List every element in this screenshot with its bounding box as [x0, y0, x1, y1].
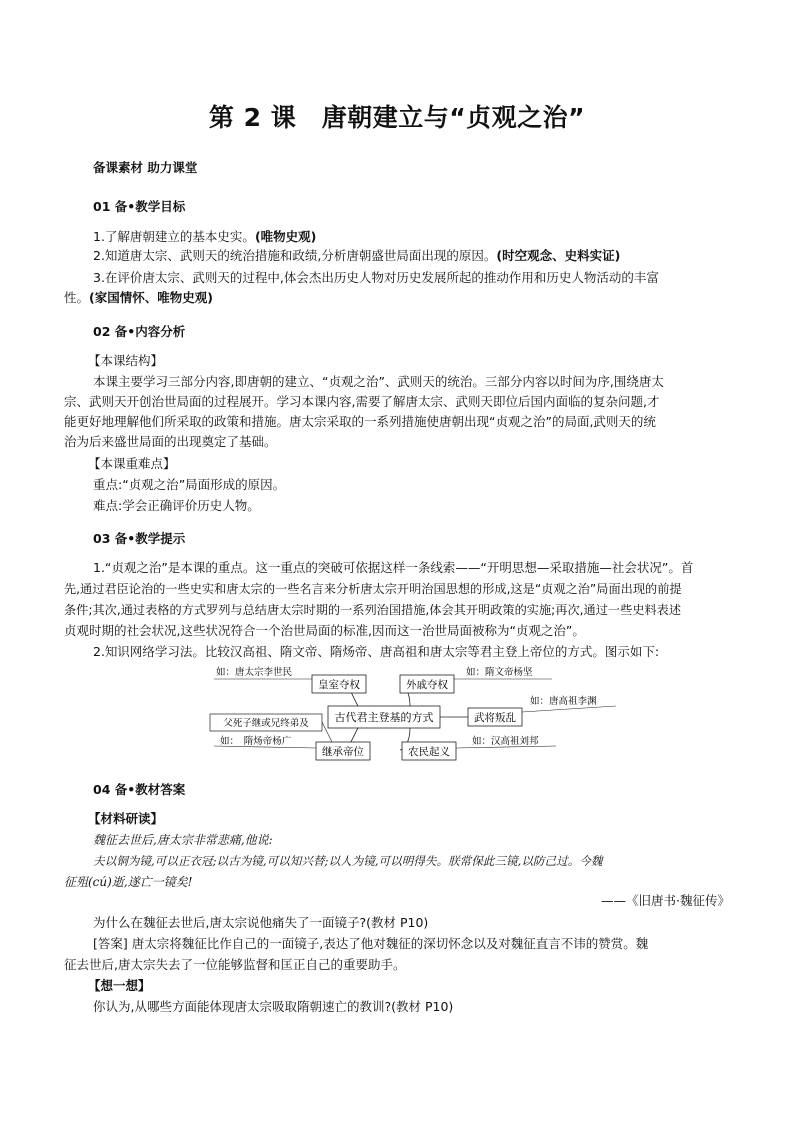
section-heading-answers: 04 备•教材答案	[93, 782, 186, 797]
branch-label-consort: 外戚夺权	[406, 679, 448, 691]
succession-diagram	[200, 662, 620, 766]
branch-label-inherit: 继承帝位	[322, 746, 364, 758]
objective-item-3-cont	[64, 289, 213, 307]
answer-line-1	[93, 935, 648, 953]
objective-item-3: 3.在评价唐太宗、武则天的过程中,体会杰出历史人物对历史发展所起的推动作用和历史人物活动的丰富	[93, 270, 659, 285]
objective-item-1	[93, 228, 316, 246]
branch-example-inherit: 如： 隋炀帝杨广	[220, 736, 292, 747]
objective-tag: (唯物史观)	[254, 229, 317, 244]
structure-line: 治为后来盛世局面的出现奠定了基础。	[64, 434, 277, 449]
tips-line: 1.“贞观之治”是本课的重点。这一重点的突破可依据这样一条线索——“开明思想—采取措施—社会状况”。首	[93, 560, 694, 575]
question-1: 为什么在魏征去世后,唐太宗说他痛失了一面镜子?(教材 P10)	[93, 915, 429, 930]
answer-line-2: 征去世后,唐太宗失去了一位能够监督和匡正自己的重要助手。	[64, 957, 406, 972]
tips-line: 条件;其次,通过表格的方式罗列与总结唐太宗时期的一系列治国措施,体会其开明政策的实施;再次,通过一些史料表述	[64, 603, 682, 617]
lesson-title: 第 2 课 唐朝建立与“贞观之治”	[208, 103, 586, 132]
objective-text: 性。	[64, 290, 90, 305]
structure-line: 能更好地理解他们所采取的政策和措施。唐太宗采取的一系列措施使唐朝出现“贞观之治”的局面,武则天的统	[64, 414, 656, 429]
objective-text: 1.了解唐朝建立的基本史实。	[93, 229, 255, 244]
section-heading-content: 02 备•内容分析	[93, 324, 186, 339]
diagram-center-label: 古代君主登基的方式	[334, 711, 434, 724]
structure-line: 本课主要学习三部分内容,即唐朝的建立、“贞观之治”、武则天的统治。三部分内容以时间为序,围绕唐太	[93, 374, 664, 389]
structure-line: 宗、武则天开创治世局面的过程展开。学习本课内容,需要了解唐太宗、武则天即位后国内面临的复杂问题,才	[64, 394, 660, 409]
think-label: 【想一想】	[88, 978, 151, 993]
answer-text: 唐太宗将魏征比作自己的一面镜子,表达了他对魏征的深切怀念以及对魏征直言不讳的赞赏。魏	[127, 936, 649, 951]
section-heading-tips: 03 备•教学提示	[93, 531, 186, 546]
objective-text: 2.知道唐太宗、武则天的统治措施和政绩,分析唐朝盛世局面出现的原因。	[93, 248, 497, 263]
section-heading-objectives: 01 备•教学目标	[93, 199, 186, 214]
tips-line: 先,通过君臣论治的一些史实和唐太宗的一些名言来分析唐太宗开明治国思想的形成,这是“贞观之治”局面出现的前提	[64, 582, 682, 596]
key-point: 重点:“贞观之治”局面形成的原因。	[93, 477, 286, 492]
structure-label: 【本课结构】	[88, 353, 164, 368]
quote-line: 夫以铜为镜,可以正衣冠;以古为镜,可以知兴替;以人为镜,可以明得失。朕常保此三镜,以防己过。今魏	[93, 854, 603, 868]
branch-example-peasant: 如：汉高祖刘邦	[472, 736, 539, 747]
quote-line: 魏征去世后,唐太宗非常悲痛,他说:	[93, 833, 273, 847]
answer-label: [答案]	[93, 936, 128, 951]
branch-example-general: 如：唐高祖李渊	[530, 696, 597, 707]
quote-source: ——《旧唐书·魏征传》	[601, 893, 730, 908]
objective-tag: (时空观念、史料实证)	[496, 248, 621, 263]
branch-example-consort: 如：隋文帝杨坚	[466, 667, 533, 678]
difficult-point: 难点:学会正确评价历史人物。	[93, 498, 260, 513]
tips-line: 2.知识网络学习法。比较汉高祖、隋文帝、隋炀帝、唐高祖和唐太宗等君主登上帝位的方式。图示如下:	[93, 644, 660, 659]
header-label: 备课素材 助力课堂	[93, 160, 198, 175]
objective-item-2	[93, 247, 620, 265]
quote-line: 征殂(cú)逝,遂亡一镜矣!	[64, 875, 193, 889]
branch-label-royal: 皇室夺权	[318, 679, 360, 691]
tips-line: 贞观时期的社会状况,这些状况符合一个治世局面的标准,因而这一治世局面被称为“贞观之治”。	[64, 623, 585, 638]
objective-tag: (家国情怀、唯物史观)	[89, 290, 213, 305]
inherit-note: 父死子继或兄终弟及	[223, 718, 309, 729]
branch-example-royal: 如：唐太宗李世民	[216, 667, 293, 678]
branch-label-peasant: 农民起义	[408, 746, 450, 758]
material-label: 【材料研读】	[88, 811, 164, 826]
key-points-label: 【本课重难点】	[88, 456, 176, 471]
branch-label-general: 武将叛乱	[474, 712, 516, 724]
question-2: 你认为,从哪些方面能体现唐太宗吸取隋朝速亡的教训?(教材 P10)	[93, 999, 454, 1014]
